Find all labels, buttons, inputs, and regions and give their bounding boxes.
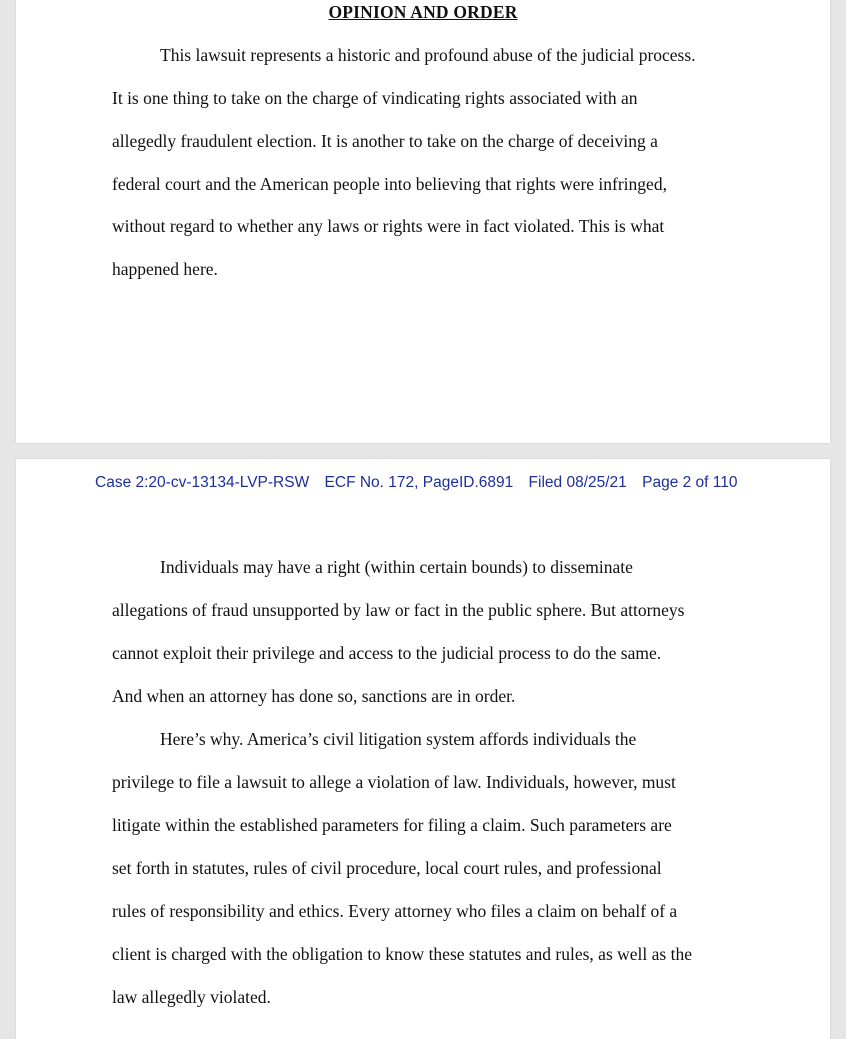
paragraph-line: allegations of fraud unsupported by law or fact in the public sphere. But attorneys — [112, 600, 685, 620]
document-page-1 — [16, 0, 830, 443]
paragraph-line: happened here. — [112, 259, 218, 279]
document-page-2 — [16, 459, 830, 1039]
paragraph-line: This lawsuit represents a historic and profound abuse of the judicial process. — [160, 45, 696, 65]
paragraph-line: cannot exploit their privilege and access to the judicial process to do the same. — [112, 643, 662, 663]
paragraph-line: allegedly fraudulent election. It is another to take on the charge of deceiving a — [112, 131, 658, 151]
page-title: OPINION AND ORDER — [328, 2, 518, 22]
paragraph-line: It is one thing to take on the charge of vindicating rights associated with an — [112, 88, 638, 108]
ecf-number: ECF No. 172, PageID.6891 — [324, 474, 514, 491]
paragraph-line: set forth in statutes, rules of civil procedure, local court rules, and professional — [112, 858, 662, 878]
paragraph-line: privilege to file a lawsuit to allege a violation of law. Individuals, however, must — [112, 772, 676, 792]
paragraph-line: rules of responsibility and ethics. Every attorney who files a claim on behalf of a — [112, 901, 678, 921]
paragraph-line: litigate within the established parameters for filing a claim. Such parameters are — [112, 815, 672, 835]
page-number: Page 2 of 110 — [642, 474, 738, 491]
paragraph-line: federal court and the American people into believing that rights were infringed, — [112, 174, 667, 194]
paragraph-line: Here’s why. America’s civil litigation system affords individuals the — [160, 729, 637, 749]
filed-date: Filed 08/25/21 — [528, 474, 627, 491]
ecf-header — [95, 474, 738, 492]
paragraph-line: without regard to whether any laws or rights were in fact violated. This is what — [112, 216, 665, 236]
paragraph-line: And when an attorney has done so, sanctions are in order. — [112, 686, 516, 706]
case-number: Case 2:20-cv-13134-LVP-RSW — [95, 474, 310, 491]
paragraph-line: client is charged with the obligation to know these statutes and rules, as well as the — [112, 944, 692, 964]
paragraph-line: law allegedly violated. — [112, 987, 271, 1007]
paragraph-line: Individuals may have a right (within certain bounds) to disseminate — [160, 557, 633, 577]
